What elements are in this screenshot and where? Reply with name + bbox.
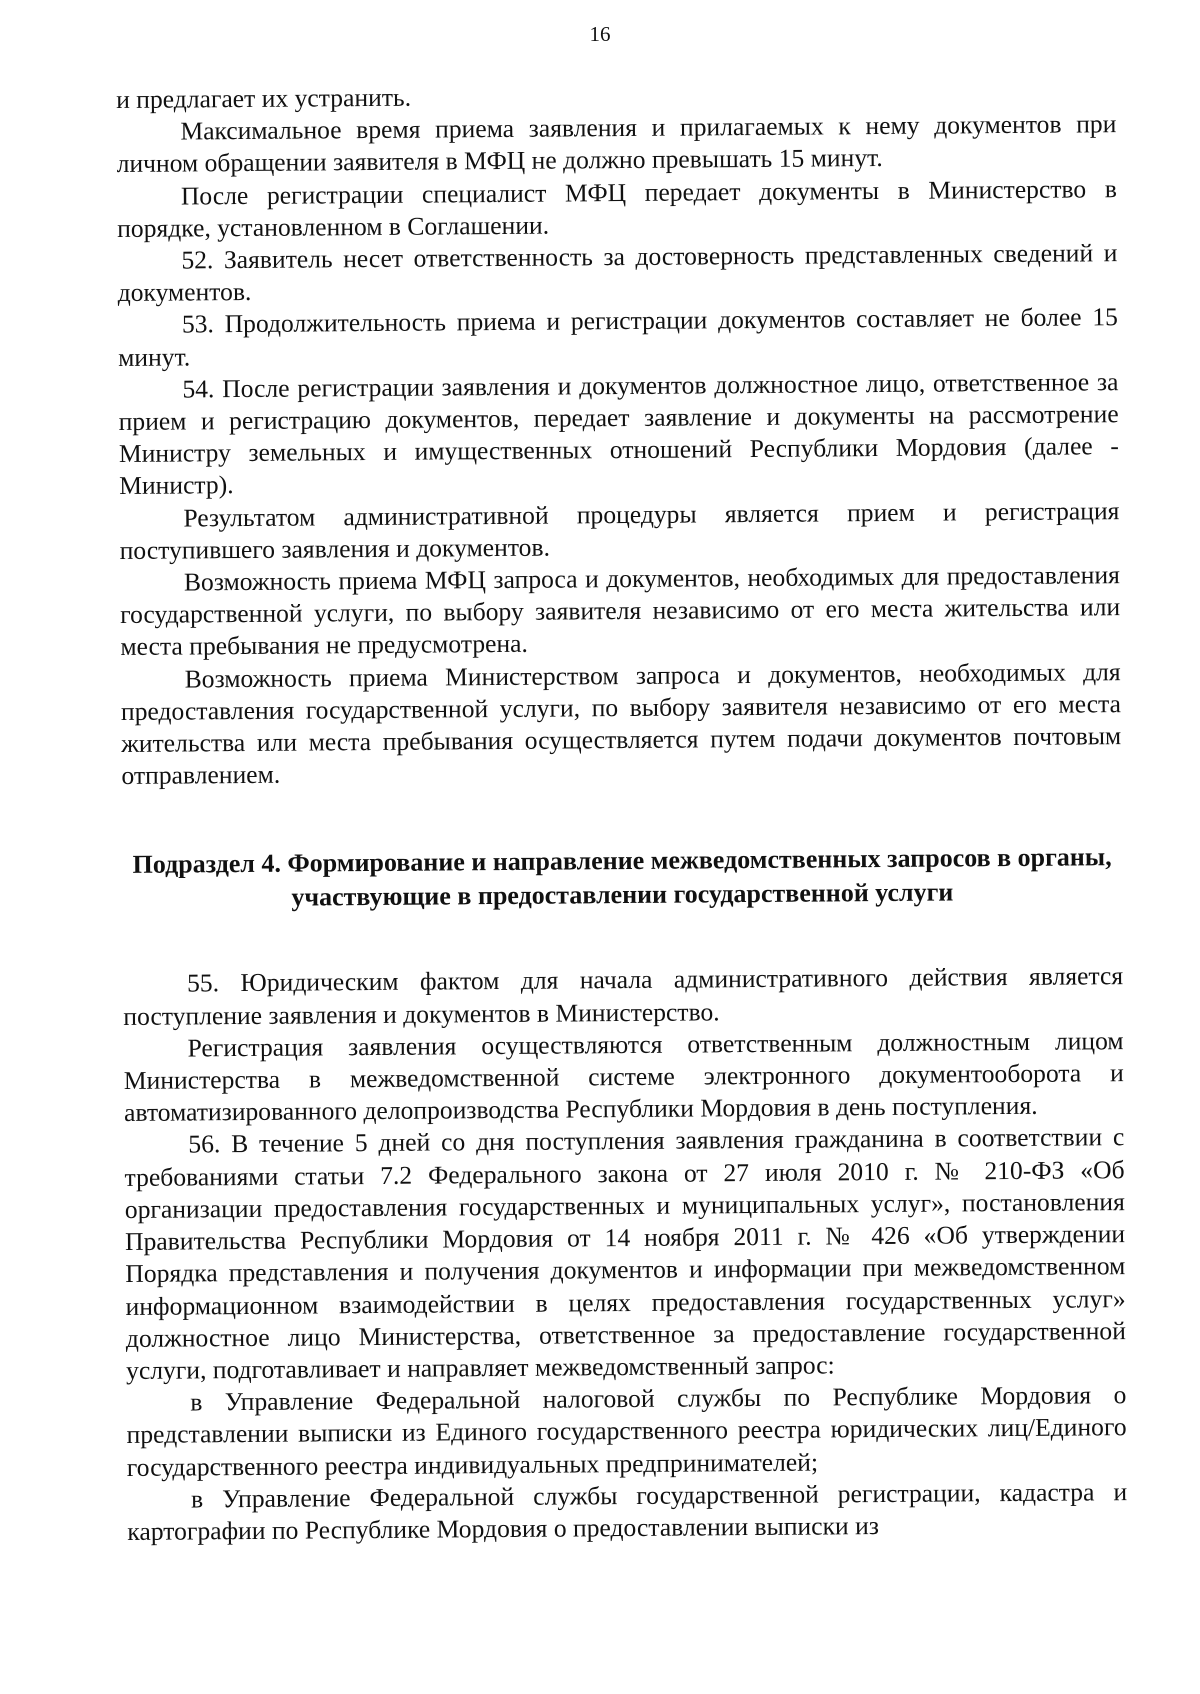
paragraph-after-registration: После регистрации специалист МФЦ передает документы в Министерство в порядке, установленном в Соглашении. [117,173,1117,243]
paragraph-52: 52. Заявитель несет ответственность за достоверность представленных сведений и документов. [117,238,1118,308]
paragraph-registration: Регистрация заявления осуществляются ответственным должностным лицом Министерства в межведомственной системе электронного документооборота и автоматизированного делопроизводства Республики Мордовия в день поступления. [123,1025,1124,1128]
document-body [116,76,1127,1548]
paragraph-continuation: и предлагает их устранить. [116,82,412,114]
paragraph-ministry-possibility: Возможность приема Министерством запроса и документов, необходимых для предоставления государственной услуги, по выбору заявителя независимо от его места жительства или места пребывания осуществляется путем подачи документов почтовым отправлением. [120,656,1122,791]
paragraph-56: 56. В течение 5 дней со дня поступления заявления гражданина в соответствии с требованиями статьи 7.2 Федерального закона от 27 июля 2010 г. № 210-ФЗ «Об организации предоставления государственных и муниципальных услуг», постановления Правительства Республики Мордовия от 14 ноября 2011 г. № 426 «Об утверждении Порядка представления и получения документов и информации при межведомственном информационном взаимодействии в целях предоставления государственных услуг» должностное лицо Министерства, ответственное за предоставление государственной услуги, подготавливает и направляет межведомственный запрос: [124,1122,1126,1385]
paragraph-rosreestr: в Управление Федеральной службы государственной регистрации, кадастра и картографии по Республике Мордовия о предоставлении выписки из [127,1476,1128,1546]
paragraph-tax-service: в Управление Федеральной налоговой службы по Республике Мордовия о представлении выписки из Единого государственного реестра юридических лиц/Единого государственного реестра индивидуальных предпринимателей; [126,1380,1127,1482]
paragraph-55: 55. Юридическим фактом для начала административного действия является поступление заявления и документов в Министерство. [123,961,1124,1031]
paragraph-53: 53. Продолжительность приема и регистрации документов составляет не более 15 минут. [118,302,1118,372]
paragraph-result: Результатом административной процедуры является прием и регистрация поступившего заявления и документов. [119,495,1120,565]
paragraph-mfc-possibility: Возможность приема МФЦ запроса и документов, необходимых для предоставления государственной услуги, по выбору заявителя независимо от его места жительства или места пребывания не предусмотрена. [120,560,1121,662]
page-number: 16 [589,22,611,46]
paragraph-54: 54. После регистрации заявления и документов должностное лицо, ответственное за прием и регистрацию документов, передает заявление и документы на рассмотрение Министру земельных и имущественных отношений Республики Мордовия (далее - Министр). [118,366,1119,501]
paragraph-max-time: Максимальное время приема заявления и прилагаемых к нему документов при личном обращении заявителя в МФЦ не должно превышать 15 минут. [116,109,1117,179]
section-title: Подраздел 4. Формирование и направление межведомственных запросов в органы, участвующие в предоставлении государственной услуги [132,842,1112,913]
